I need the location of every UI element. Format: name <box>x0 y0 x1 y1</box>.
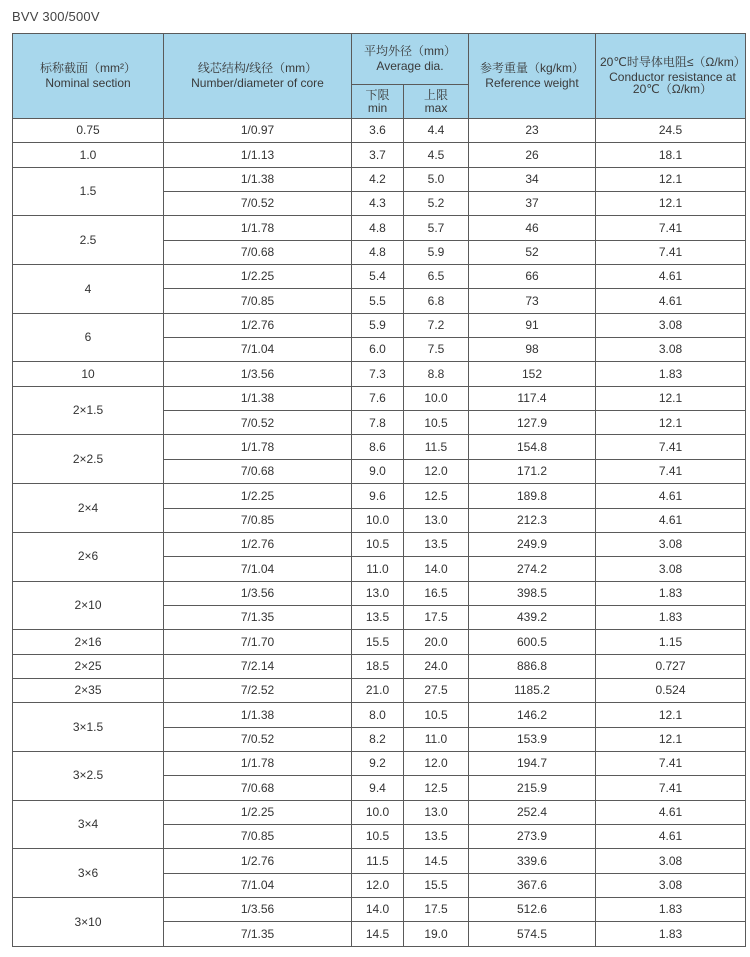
table-row <box>13 435 746 459</box>
cell-weight: 98 <box>469 338 596 362</box>
cell-nominal-section: 3×2.5 <box>13 751 164 800</box>
header-label: min <box>367 100 388 115</box>
cell-max-dia: 10.0 <box>404 386 469 410</box>
cell-weight: 215.9 <box>469 776 596 800</box>
cell-core: 1/1.78 <box>164 435 352 459</box>
cell-weight: 26 <box>469 143 596 167</box>
cell-core: 7/0.52 <box>164 727 352 751</box>
header-label: Conductor resistance at <box>609 69 736 84</box>
cell-resistance: 4.61 <box>596 289 746 313</box>
cell-resistance: 18.1 <box>596 143 746 167</box>
header-core <box>164 34 352 119</box>
cell-min-dia: 4.2 <box>352 167 404 191</box>
cell-weight: 154.8 <box>469 435 596 459</box>
cell-core: 7/0.68 <box>164 240 352 264</box>
cell-min-dia: 3.6 <box>352 119 404 143</box>
table-row <box>13 800 746 824</box>
cell-nominal-section: 2.5 <box>13 216 164 265</box>
cell-resistance: 1.83 <box>596 922 746 946</box>
cell-max-dia: 17.5 <box>404 898 469 922</box>
header-label: 下限 <box>365 87 390 102</box>
cell-core: 1/2.25 <box>164 484 352 508</box>
cell-min-dia: 6.0 <box>352 338 404 362</box>
cell-core: 7/1.04 <box>164 557 352 581</box>
header-label: 平均外径（mm） <box>364 44 456 59</box>
table-row <box>13 581 746 605</box>
cell-min-dia: 3.7 <box>352 143 404 167</box>
cell-weight: 249.9 <box>469 532 596 556</box>
cell-min-dia: 9.0 <box>352 459 404 483</box>
table-row <box>13 849 746 873</box>
header-nominal-section <box>13 34 164 119</box>
cell-core: 1/1.13 <box>164 143 352 167</box>
cell-core: 7/0.85 <box>164 289 352 313</box>
cell-nominal-section: 2×10 <box>13 581 164 630</box>
cell-nominal-section: 3×6 <box>13 849 164 898</box>
cell-max-dia: 24.0 <box>404 654 469 678</box>
cell-weight: 46 <box>469 216 596 240</box>
header-weight <box>469 34 596 119</box>
cell-max-dia: 17.5 <box>404 605 469 629</box>
cell-max-dia: 6.5 <box>404 265 469 289</box>
cell-max-dia: 19.0 <box>404 922 469 946</box>
cell-core: 7/1.70 <box>164 630 352 654</box>
cell-core: 1/0.97 <box>164 119 352 143</box>
cell-core: 1/3.56 <box>164 581 352 605</box>
cell-resistance: 4.61 <box>596 508 746 532</box>
cell-weight: 439.2 <box>469 605 596 629</box>
cell-resistance: 24.5 <box>596 119 746 143</box>
cell-resistance: 3.08 <box>596 557 746 581</box>
cell-core: 1/3.56 <box>164 362 352 386</box>
cell-weight: 1185.2 <box>469 678 596 702</box>
cell-nominal-section: 10 <box>13 362 164 386</box>
cell-resistance: 0.727 <box>596 654 746 678</box>
cell-min-dia: 18.5 <box>352 654 404 678</box>
table-row <box>13 362 746 386</box>
cell-resistance: 3.08 <box>596 532 746 556</box>
cell-min-dia: 12.0 <box>352 873 404 897</box>
cell-nominal-section: 0.75 <box>13 119 164 143</box>
header-label: 参考重量（kg/km） <box>479 61 584 76</box>
cell-min-dia: 10.5 <box>352 532 404 556</box>
cell-resistance: 1.15 <box>596 630 746 654</box>
cell-resistance: 12.1 <box>596 703 746 727</box>
cell-max-dia: 4.4 <box>404 119 469 143</box>
cell-core: 1/2.25 <box>164 265 352 289</box>
cell-weight: 367.6 <box>469 873 596 897</box>
cell-max-dia: 5.2 <box>404 192 469 216</box>
cell-min-dia: 5.5 <box>352 289 404 313</box>
cell-weight: 273.9 <box>469 824 596 848</box>
cell-min-dia: 11.5 <box>352 849 404 873</box>
cell-weight: 194.7 <box>469 751 596 775</box>
cell-max-dia: 14.5 <box>404 849 469 873</box>
cell-min-dia: 8.2 <box>352 727 404 751</box>
cell-resistance: 7.41 <box>596 776 746 800</box>
cell-resistance: 1.83 <box>596 362 746 386</box>
cell-nominal-section: 6 <box>13 313 164 362</box>
cell-core: 7/0.68 <box>164 776 352 800</box>
cell-nominal-section: 2×1.5 <box>13 386 164 435</box>
cell-nominal-section: 4 <box>13 265 164 314</box>
cell-min-dia: 10.5 <box>352 824 404 848</box>
cell-min-dia: 7.6 <box>352 386 404 410</box>
cell-nominal-section: 2×2.5 <box>13 435 164 484</box>
cell-core: 7/1.35 <box>164 605 352 629</box>
cell-min-dia: 10.0 <box>352 508 404 532</box>
cell-resistance: 7.41 <box>596 459 746 483</box>
cell-weight: 886.8 <box>469 654 596 678</box>
cell-weight: 600.5 <box>469 630 596 654</box>
cell-nominal-section: 1.0 <box>13 143 164 167</box>
table-row <box>13 898 746 922</box>
cell-resistance: 12.1 <box>596 727 746 751</box>
cell-weight: 274.2 <box>469 557 596 581</box>
header-label: Average dia. <box>376 59 444 73</box>
header-label: 标称截面（mm²） <box>40 61 136 76</box>
cell-weight: 171.2 <box>469 459 596 483</box>
table-row <box>13 265 746 289</box>
header-label: 上限 <box>423 87 448 102</box>
cell-weight: 398.5 <box>469 581 596 605</box>
cell-max-dia: 27.5 <box>404 678 469 702</box>
cell-weight: 574.5 <box>469 922 596 946</box>
header-resistance <box>596 34 746 119</box>
cell-max-dia: 6.8 <box>404 289 469 313</box>
cell-min-dia: 13.5 <box>352 605 404 629</box>
header-label: max <box>424 100 448 115</box>
cell-resistance: 1.83 <box>596 898 746 922</box>
cell-max-dia: 16.5 <box>404 581 469 605</box>
cell-weight: 73 <box>469 289 596 313</box>
cell-core: 1/2.76 <box>164 313 352 337</box>
cell-min-dia: 9.6 <box>352 484 404 508</box>
cell-resistance: 0.524 <box>596 678 746 702</box>
cell-nominal-section: 3×4 <box>13 800 164 849</box>
cell-core: 1/1.78 <box>164 751 352 775</box>
cell-min-dia: 10.0 <box>352 800 404 824</box>
cell-core: 7/2.52 <box>164 678 352 702</box>
cell-core: 1/1.38 <box>164 167 352 191</box>
cell-core: 1/2.76 <box>164 849 352 873</box>
cell-max-dia: 11.5 <box>404 435 469 459</box>
cell-nominal-section: 2×6 <box>13 532 164 581</box>
cell-min-dia: 4.8 <box>352 240 404 264</box>
cell-weight: 23 <box>469 119 596 143</box>
cable-spec-table <box>12 33 746 947</box>
header-label: Number/diameter of core <box>191 76 324 90</box>
cell-core: 7/1.04 <box>164 338 352 362</box>
cell-resistance: 7.41 <box>596 751 746 775</box>
cell-weight: 117.4 <box>469 386 596 410</box>
cell-nominal-section: 2×25 <box>13 654 164 678</box>
table-row <box>13 216 746 240</box>
cell-weight: 52 <box>469 240 596 264</box>
cell-weight: 66 <box>469 265 596 289</box>
table-row <box>13 654 746 678</box>
cell-weight: 339.6 <box>469 849 596 873</box>
cell-max-dia: 20.0 <box>404 630 469 654</box>
cell-resistance: 7.41 <box>596 435 746 459</box>
cell-core: 7/0.85 <box>164 824 352 848</box>
cell-min-dia: 9.2 <box>352 751 404 775</box>
cell-nominal-section: 2×35 <box>13 678 164 702</box>
header-label: 20℃时导体电阻≤（Ω/km） <box>600 55 746 70</box>
cell-resistance: 4.61 <box>596 800 746 824</box>
cell-resistance: 1.83 <box>596 605 746 629</box>
cell-resistance: 4.61 <box>596 265 746 289</box>
table-row <box>13 703 746 727</box>
cell-resistance: 3.08 <box>596 313 746 337</box>
header-max <box>404 85 469 119</box>
cell-weight: 37 <box>469 192 596 216</box>
cell-resistance: 3.08 <box>596 338 746 362</box>
cell-resistance: 12.1 <box>596 167 746 191</box>
header-average-dia <box>352 34 469 85</box>
cell-min-dia: 5.4 <box>352 265 404 289</box>
cell-min-dia: 14.5 <box>352 922 404 946</box>
cell-min-dia: 14.0 <box>352 898 404 922</box>
header-label: 线芯结构/线径（mm） <box>197 61 318 76</box>
cell-weight: 146.2 <box>469 703 596 727</box>
cell-nominal-section: 1.5 <box>13 167 164 216</box>
cell-max-dia: 5.7 <box>404 216 469 240</box>
cell-resistance: 7.41 <box>596 216 746 240</box>
cell-weight: 152 <box>469 362 596 386</box>
cell-max-dia: 13.0 <box>404 800 469 824</box>
cell-max-dia: 15.5 <box>404 873 469 897</box>
table-row <box>13 678 746 702</box>
cell-core: 7/1.35 <box>164 922 352 946</box>
cell-core: 1/2.76 <box>164 532 352 556</box>
table-row <box>13 630 746 654</box>
cell-max-dia: 5.0 <box>404 167 469 191</box>
cell-min-dia: 9.4 <box>352 776 404 800</box>
cell-min-dia: 13.0 <box>352 581 404 605</box>
cell-max-dia: 8.8 <box>404 362 469 386</box>
cell-core: 7/0.52 <box>164 411 352 435</box>
header-min <box>352 85 404 119</box>
cell-core: 7/0.68 <box>164 459 352 483</box>
cell-max-dia: 7.5 <box>404 338 469 362</box>
table-row <box>13 143 746 167</box>
cell-resistance: 3.08 <box>596 849 746 873</box>
cell-core: 1/3.56 <box>164 898 352 922</box>
table-row <box>13 751 746 775</box>
cell-max-dia: 12.0 <box>404 459 469 483</box>
cell-weight: 34 <box>469 167 596 191</box>
cell-min-dia: 15.5 <box>352 630 404 654</box>
cell-resistance: 4.61 <box>596 484 746 508</box>
cell-resistance: 7.41 <box>596 240 746 264</box>
cell-weight: 91 <box>469 313 596 337</box>
cell-min-dia: 5.9 <box>352 313 404 337</box>
cell-max-dia: 13.0 <box>404 508 469 532</box>
cell-resistance: 12.1 <box>596 386 746 410</box>
cell-max-dia: 13.5 <box>404 824 469 848</box>
table-header <box>13 34 746 119</box>
cell-core: 7/0.52 <box>164 192 352 216</box>
cell-resistance: 12.1 <box>596 411 746 435</box>
cell-resistance: 1.83 <box>596 581 746 605</box>
cell-max-dia: 5.9 <box>404 240 469 264</box>
cell-core: 7/2.14 <box>164 654 352 678</box>
cell-max-dia: 4.5 <box>404 143 469 167</box>
cell-min-dia: 7.3 <box>352 362 404 386</box>
cell-weight: 127.9 <box>469 411 596 435</box>
cell-core: 1/1.78 <box>164 216 352 240</box>
cell-max-dia: 12.0 <box>404 751 469 775</box>
table-row <box>13 119 746 143</box>
cell-resistance: 3.08 <box>596 873 746 897</box>
document-title: BVV 300/500V <box>12 9 100 24</box>
cell-max-dia: 10.5 <box>404 703 469 727</box>
cell-min-dia: 4.3 <box>352 192 404 216</box>
cell-nominal-section: 3×1.5 <box>13 703 164 752</box>
cell-core: 1/1.38 <box>164 386 352 410</box>
cell-core: 1/1.38 <box>164 703 352 727</box>
cell-min-dia: 21.0 <box>352 678 404 702</box>
cell-core: 1/2.25 <box>164 800 352 824</box>
cell-max-dia: 10.5 <box>404 411 469 435</box>
cell-min-dia: 11.0 <box>352 557 404 581</box>
cell-nominal-section: 3×10 <box>13 898 164 947</box>
header-label: Reference weight <box>485 76 579 90</box>
table-row <box>13 386 746 410</box>
cell-weight: 212.3 <box>469 508 596 532</box>
header-label: 20℃（Ω/km） <box>632 82 713 97</box>
table-body <box>13 119 746 947</box>
cell-max-dia: 11.0 <box>404 727 469 751</box>
cell-min-dia: 8.6 <box>352 435 404 459</box>
cell-weight: 153.9 <box>469 727 596 751</box>
cell-nominal-section: 2×16 <box>13 630 164 654</box>
cell-nominal-section: 2×4 <box>13 484 164 533</box>
cell-weight: 252.4 <box>469 800 596 824</box>
header-label: Nominal section <box>45 76 131 90</box>
cell-max-dia: 7.2 <box>404 313 469 337</box>
table-row <box>13 313 746 337</box>
cell-weight: 512.6 <box>469 898 596 922</box>
cell-max-dia: 12.5 <box>404 776 469 800</box>
cell-min-dia: 8.0 <box>352 703 404 727</box>
cell-max-dia: 12.5 <box>404 484 469 508</box>
cell-resistance: 4.61 <box>596 824 746 848</box>
cell-weight: 189.8 <box>469 484 596 508</box>
cell-min-dia: 7.8 <box>352 411 404 435</box>
table-row <box>13 167 746 191</box>
cell-core: 7/1.04 <box>164 873 352 897</box>
cell-max-dia: 13.5 <box>404 532 469 556</box>
table-row <box>13 484 746 508</box>
cell-core: 7/0.85 <box>164 508 352 532</box>
cell-max-dia: 14.0 <box>404 557 469 581</box>
table-row <box>13 532 746 556</box>
cell-resistance: 12.1 <box>596 192 746 216</box>
cell-min-dia: 4.8 <box>352 216 404 240</box>
